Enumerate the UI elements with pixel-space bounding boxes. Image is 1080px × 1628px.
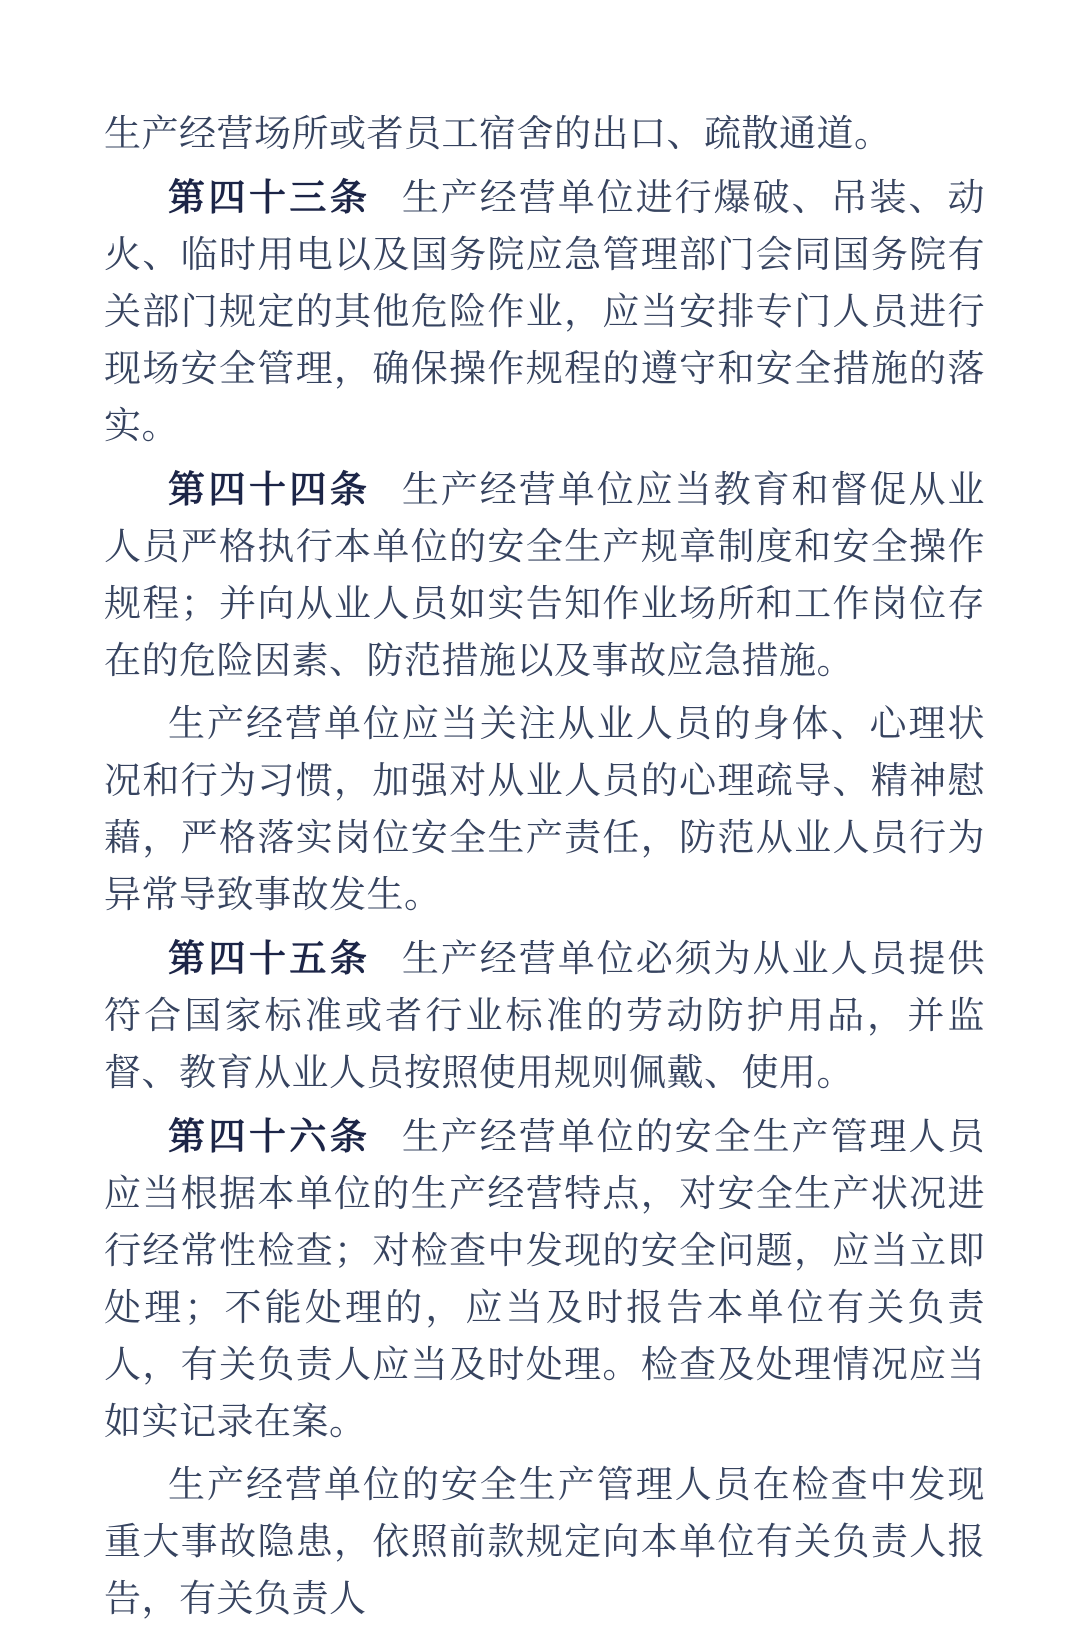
article-number: 第四十六条 — [168, 1116, 371, 1157]
article-number: 第四十三条 — [168, 177, 371, 218]
paragraph — [104, 169, 985, 455]
paragraph — [104, 1457, 985, 1628]
paragraph — [104, 1108, 985, 1451]
paragraph-text: 生产经营单位必须为从业人员提供符合国家标准或者行业标准的劳动防护用品，并监督、教育从业人员按照使用规则佩戴、使用。 — [104, 939, 986, 1094]
legal-text-block — [104, 106, 985, 1628]
paragraph — [104, 106, 985, 163]
article-number: 第四十五条 — [168, 938, 371, 979]
paragraph-text: 生产经营单位的安全生产管理人员在检查中发现重大事故隐患，依照前款规定向本单位有关负责人报告，有关负责人 — [104, 1465, 985, 1620]
paragraph-text: 生产经营单位应当教育和督促从业人员严格执行本单位的安全生产规章制度和安全操作规程；并向从业人员如实告知作业场所和工作岗位存在的危险因素、防范措施以及事故应急措施。 — [104, 470, 986, 682]
paragraph — [104, 930, 985, 1102]
paragraph — [104, 461, 985, 690]
article-number: 第四十四条 — [168, 469, 371, 510]
paragraph-text: 生产经营场所或者员工宿舍的出口、疏散通道。 — [104, 114, 892, 155]
paragraph-text: 生产经营单位应当关注从业人员的身体、心理状况和行为习惯，加强对从业人员的心理疏导、精神慰藉，严格落实岗位安全生产责任，防范从业人员行为异常导致事故发生。 — [104, 704, 985, 916]
paragraph — [104, 696, 985, 924]
paragraph-text: 生产经营单位的安全生产管理人员应当根据本单位的生产经营特点，对安全生产状况进行经常性检查；对检查中发现的安全问题，应当立即处理；不能处理的，应当及时报告本单位有关负责人，有关负责人应当及时处理。检查及处理情况应当如实记录在案。 — [104, 1117, 986, 1443]
paragraph-text: 生产经营单位进行爆破、吊装、动火、临时用电以及国务院应急管理部门会同国务院有关部门规定的其他危险作业，应当安排专门人员进行现场安全管理，确保操作规程的遵守和安全措施的落实。 — [104, 178, 986, 447]
